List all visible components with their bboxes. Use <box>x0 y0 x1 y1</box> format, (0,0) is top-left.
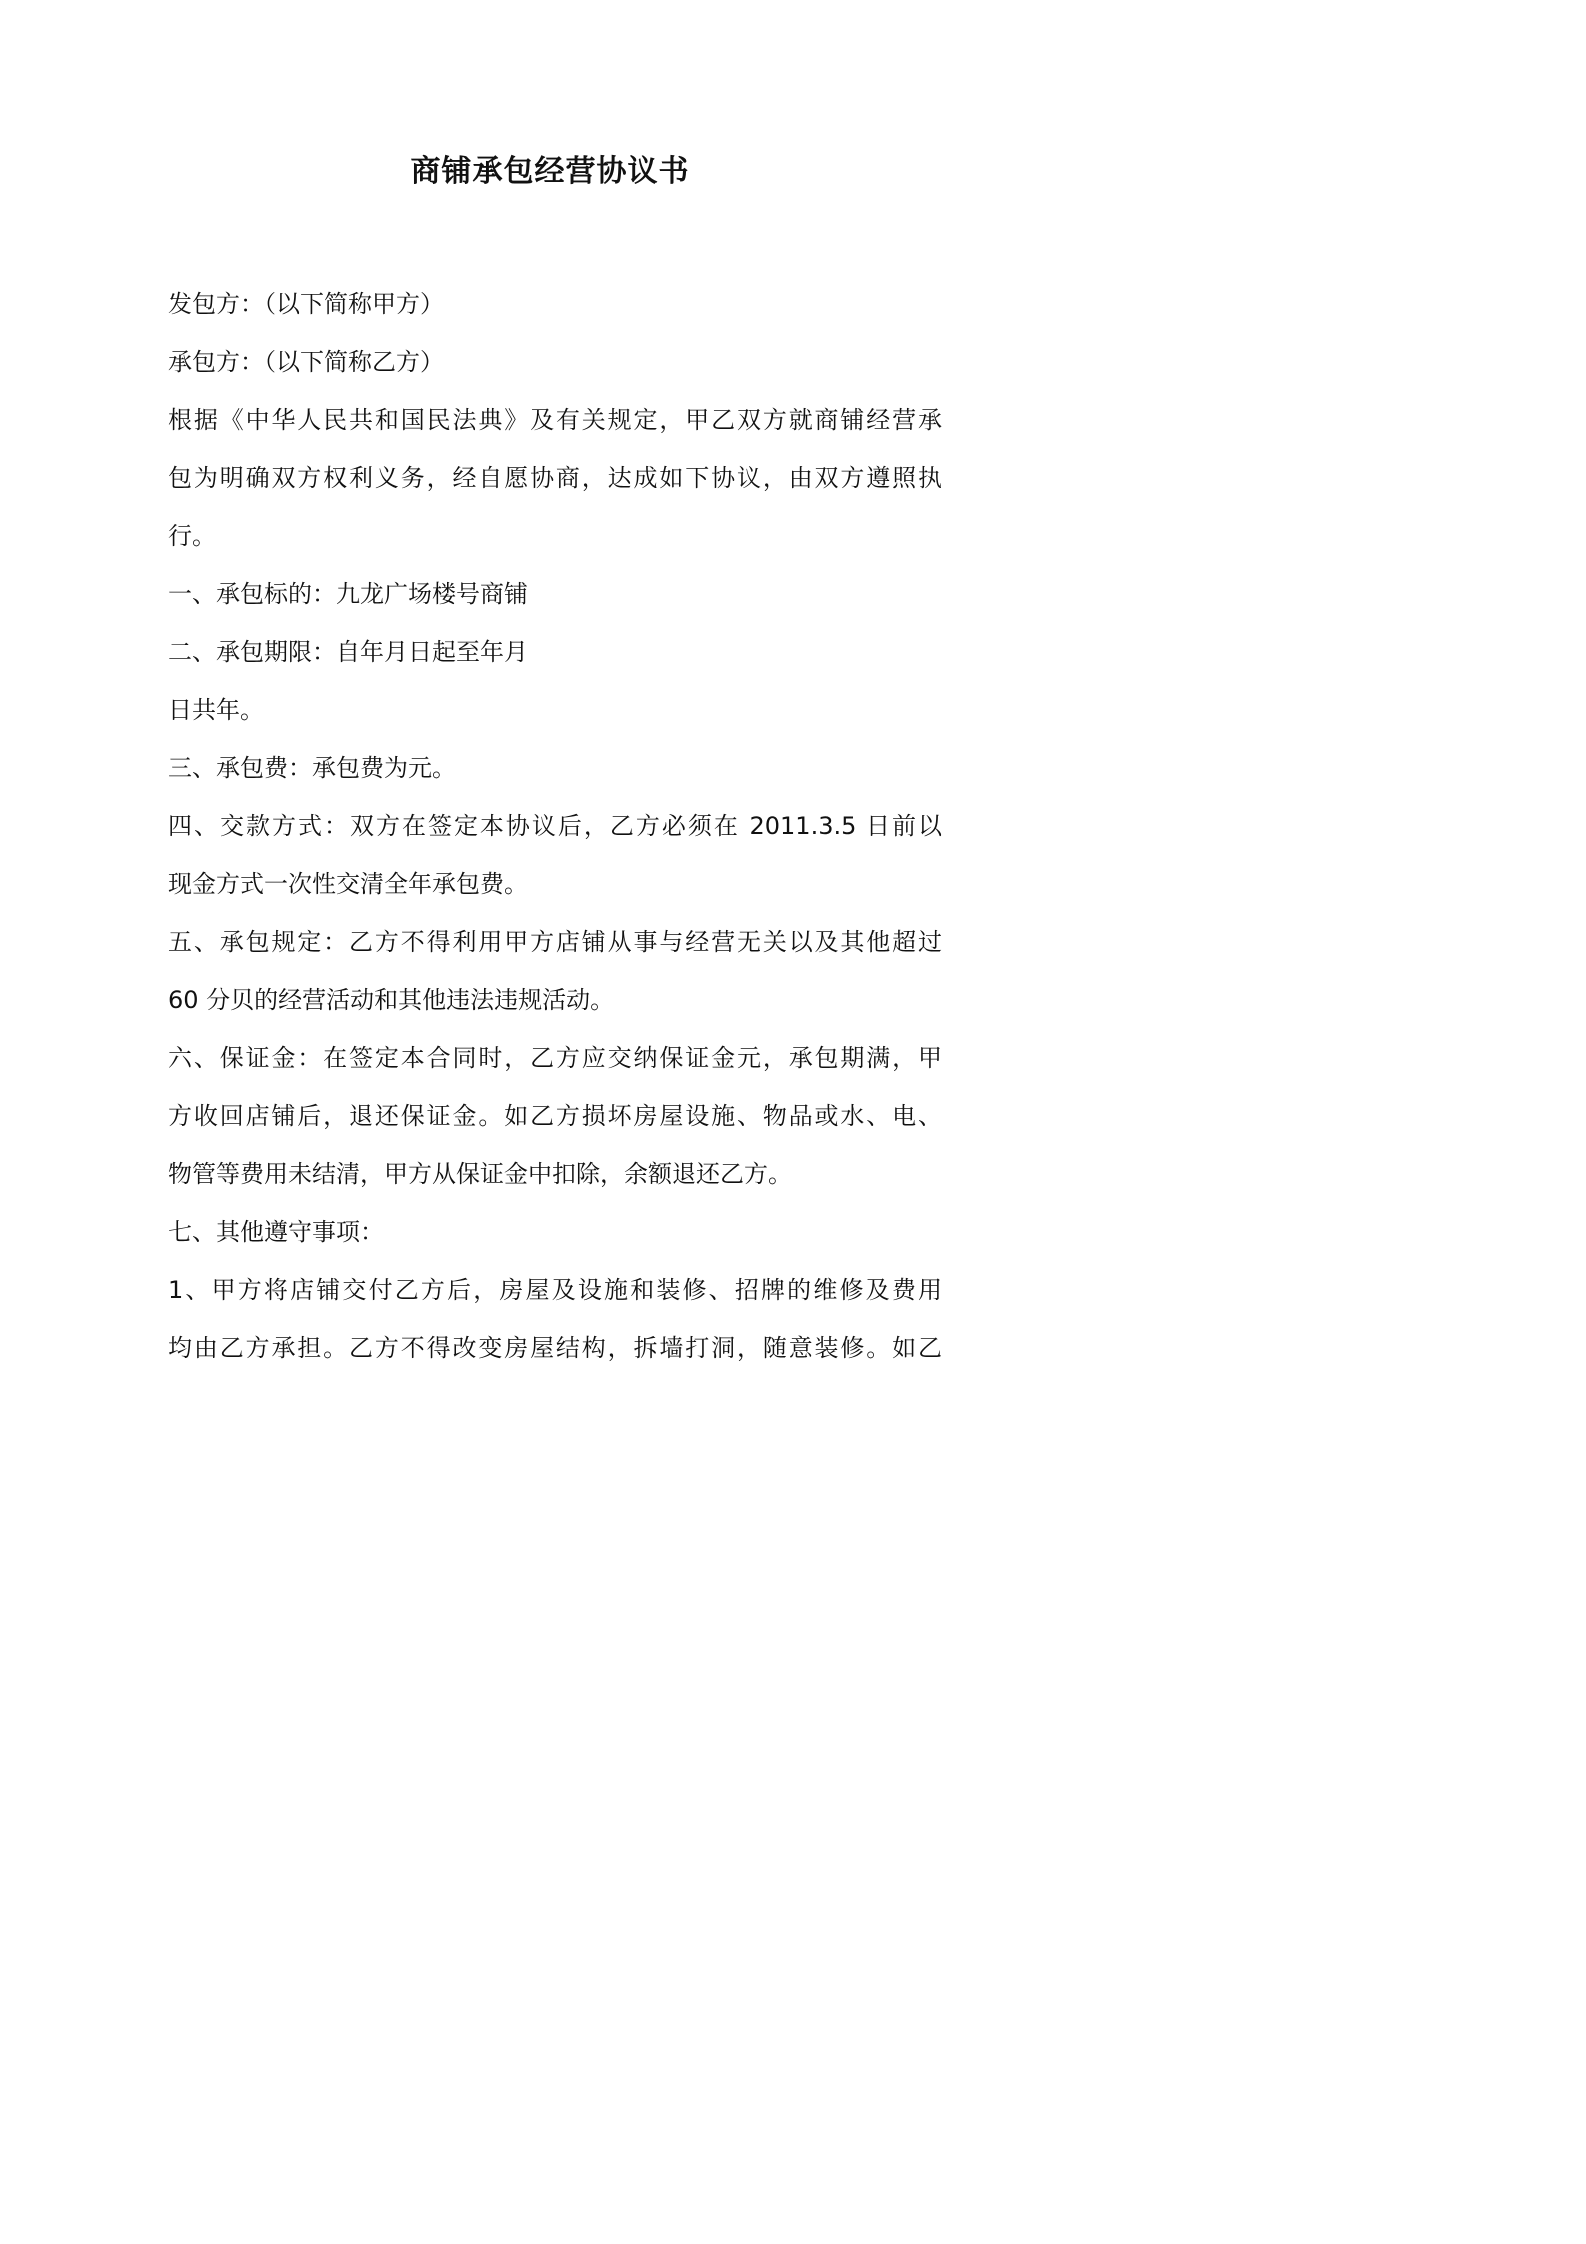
paragraph-line: 七、其他遵守事项： <box>168 1218 384 1246</box>
paragraph-line: 六、保证金：在签定本合同时，乙方应交纳保证金元，承包期满，甲 <box>168 1044 942 1072</box>
paragraph-line: 日共年。 <box>168 696 264 724</box>
paragraph-line: 二、承包期限：自年月日起至年月 <box>168 638 528 666</box>
paragraph-line: 现金方式一次性交清全年承包费。 <box>168 870 528 898</box>
paragraph-line: 包为明确双方权利义务，经自愿协商，达成如下协议，由双方遵照执 <box>168 464 942 492</box>
paragraph-line: 1、甲方将店铺交付乙方后，房屋及设施和装修、招牌的维修及费用 <box>168 1276 942 1304</box>
paragraph-line: 均由乙方承担。乙方不得改变房屋结构，拆墙打洞，随意装修。如乙 <box>168 1334 942 1362</box>
paragraph-line: 60 分贝的经营活动和其他违法违规活动。 <box>168 986 615 1014</box>
paragraph-line: 发包方：（以下简称甲方） <box>168 290 444 318</box>
paragraph-line: 三、承包费：承包费为元。 <box>168 754 456 782</box>
paragraph-line: 一、承包标的：九龙广场楼号商铺 <box>168 580 528 608</box>
paragraph-line: 根据《中华人民共和国民法典》及有关规定，甲乙双方就商铺经营承 <box>168 406 942 434</box>
paragraph-line: 承包方：（以下简称乙方） <box>168 348 444 376</box>
paragraph-line: 物管等费用未结清，甲方从保证金中扣除，余额退还乙方。 <box>168 1160 792 1188</box>
paragraph-line: 行。 <box>168 522 216 550</box>
paragraph-line: 五、承包规定：乙方不得利用甲方店铺从事与经营无关以及其他超过 <box>168 928 942 956</box>
document-title: 商铺承包经营协议书 <box>410 154 690 189</box>
paragraph-line: 方收回店铺后，退还保证金。如乙方损坏房屋设施、物品或水、电、 <box>168 1102 942 1130</box>
document-body <box>168 275 942 1377</box>
paragraph-line: 四、交款方式：双方在签定本协议后，乙方必须在 2011.3.5 日前以 <box>168 812 942 840</box>
document-page <box>0 0 1100 1553</box>
